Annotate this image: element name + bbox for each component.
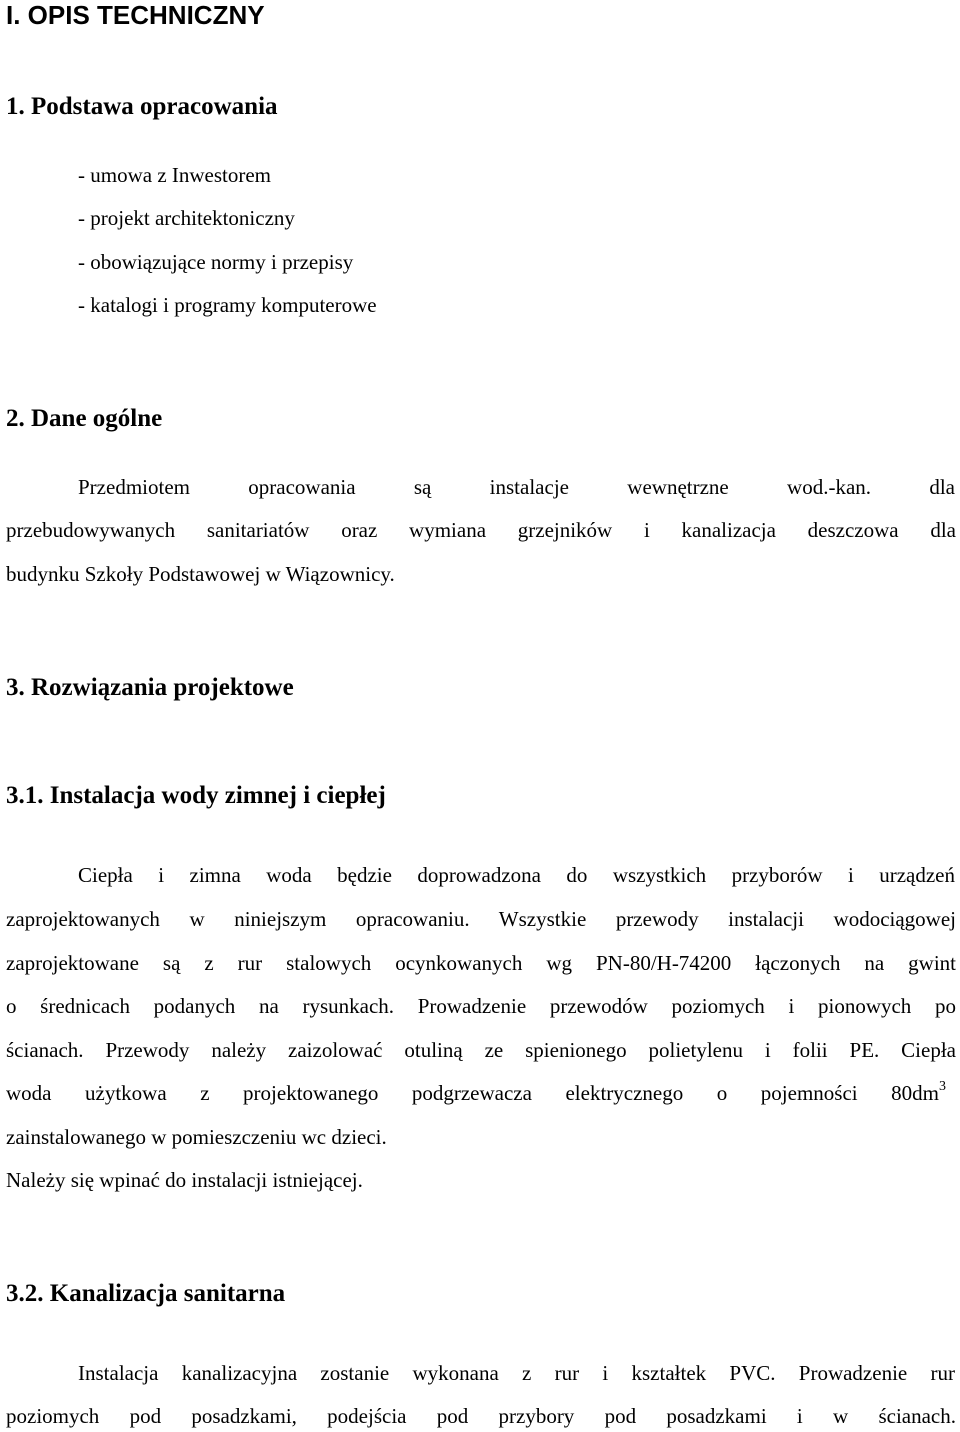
paragraph-line: poziomych pod posadzkami, podejścia pod przybory pod posadzkami i w ścianach. (6, 1404, 956, 1428)
paragraph-line: przebudowywanych sanitariatów oraz wymiana grzejników i kanalizacja deszczowa dla (6, 518, 956, 542)
paragraph-line: ścianach. Przewody należy zaizolować otuliną ze spienionego polietylenu i folii PE. Ciepła (6, 1038, 956, 1062)
paragraph-line: Instalacja kanalizacyjna zostanie wykonana z rur i kształtek PVC. Prowadzenie rur (78, 1361, 955, 1385)
paragraph-line: Przedmiotem opracowania są instalacje wewnętrzne wod.-kan. dla (78, 475, 955, 499)
section-1-heading: 1. Podstawa opracowania (6, 93, 278, 120)
main-heading: I. OPIS TECHNICZNY (6, 0, 265, 30)
paragraph-line (6, 1080, 946, 1106)
paragraph-line: o średnicach podanych na rysunkach. Prowadzenie przewodów poziomych i pionowych po (6, 994, 956, 1018)
subsection-3-2-heading: 3.2. Kanalizacja sanitarna (6, 1280, 286, 1307)
section-2-heading: 2. Dane ogólne (6, 405, 163, 432)
paragraph-line: zainstalowanego w pomieszczeniu wc dzieci. (6, 1125, 387, 1149)
list-item: - umowa z Inwestorem (78, 163, 272, 187)
section-3-heading: 3. Rozwiązania projektowe (6, 674, 294, 701)
list-item: - obowiązujące normy i przepisy (78, 250, 354, 274)
paragraph-line-text: woda użytkowa z projektowanego podgrzewacza elektrycznego o pojemności 80dm (6, 1081, 939, 1105)
paragraph-line: Ciepła i zimna woda będzie doprowadzona do wszystkich przyborów i urządzeń (78, 863, 955, 887)
list-item: - katalogi i programy komputerowe (78, 293, 377, 317)
paragraph-line: Należy się wpinać do instalacji istniejącej. (6, 1168, 363, 1192)
list-item: - projekt architektoniczny (78, 206, 295, 230)
superscript-exponent: 3 (939, 1079, 946, 1094)
paragraph-line: zaprojektowanych w niniejszym opracowaniu. Wszystkie przewody instalacji wodociągowej (6, 907, 956, 931)
paragraph-line: budynku Szkoły Podstawowej w Wiązownicy. (6, 562, 395, 586)
paragraph-line: zaprojektowane są z rur stalowych ocynkowanych wg PN-80/H-74200 łączonych na gwint (6, 951, 956, 975)
subsection-3-1-heading: 3.1. Instalacja wody zimnej i ciepłej (6, 782, 386, 809)
